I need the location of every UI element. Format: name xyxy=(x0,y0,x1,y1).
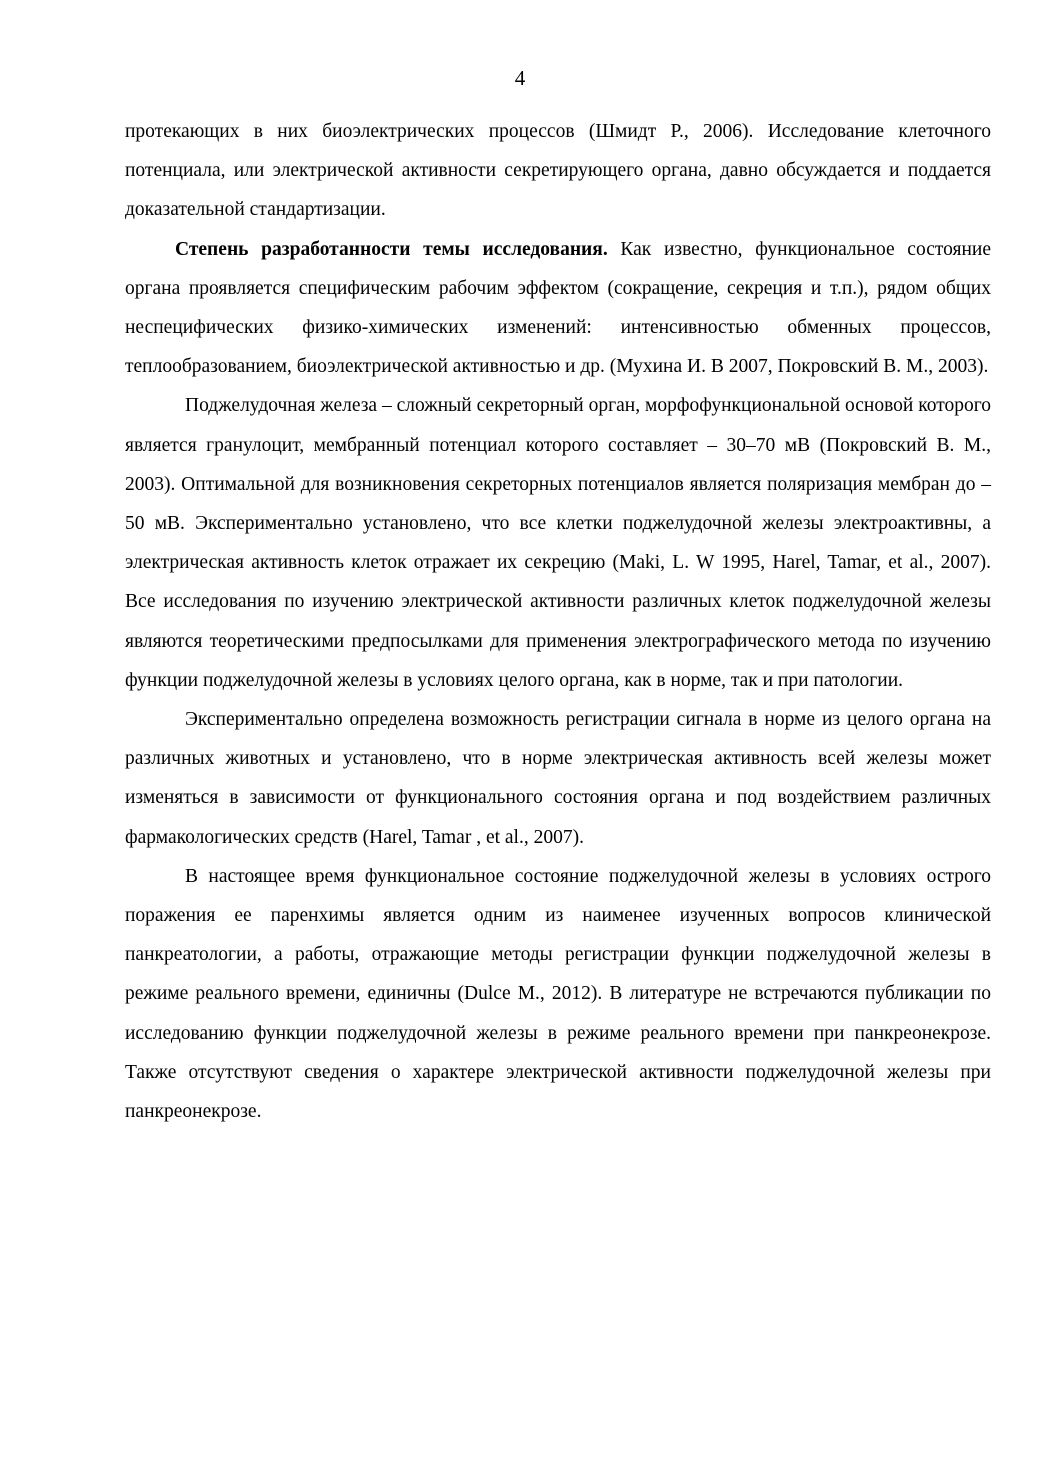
paragraph-pancreas-description: Поджелудочная железа – сложный секреторный орган, морфофункциональной основой которого является гранулоцит, мембранный потенциал которого составляет – 30–70 мВ (Покровский В. М., 2003). Оптимальной для возникновения секреторных потенциалов является поляризация мембран до –50 мВ. Экспериментально установлено, что все клетки поджелудочной железы электроактивны, а электрическая активность клеток отражает их секрецию (Maki, L. W 1995, Harel, Tamar, et al., 2007). Все исследования по изучению электрической активности различных клеток поджелудочной железы являются теоретическими предпосылками для применения электрографического метода по изучению функции поджелудочной железы в условиях целого органа, как в норме, так и при патологии. xyxy=(125,395,991,691)
paragraph-experimental-registration: Экспериментально определена возможность регистрации сигнала в норме из целого органа на различных животных и установлено, что в норме электрическая активность всей железы может изменяться в зависимости от функционального состояния органа и под воздействием различных фармакологических средств (Harel, Tamar , et al., 2007). xyxy=(125,709,991,848)
section-heading-inline: Степень разработанности темы исследования. xyxy=(175,238,608,260)
paragraph-topic-development xyxy=(125,230,991,387)
paragraph-continuation: протекающих в них биоэлектрических процессов (Шмидт Р., 2006). Исследование клеточного потенциала, или электрической активности секретирующего органа, давно обсуждается и поддается доказательной стандартизации. xyxy=(125,121,991,221)
page-number: 4 xyxy=(514,66,526,90)
paragraph-current-state: В настоящее время функциональное состояние поджелудочной железы в условиях острого поражения ее паренхимы является одним из наименее изученных вопросов клинической панкреатологии, а работы, отражающие методы регистрации функции поджелудочной железы в режиме реального времени, единичны (Dulce M., 2012). В литературе не встречаются публикации по исследованию функции поджелудочной железы в режиме реального времени при панкреонекрозе. Также отсутствуют сведения о характере электрической активности поджелудочной железы при панкреонекрозе. xyxy=(125,865,991,1123)
document-body xyxy=(125,112,991,1131)
paragraph-text: Как известно, функциональное состояние органа проявляется специфическим рабочим эффектом (сокращение, секреция и т.п.), рядом общих неспецифических физико-химических изменений: интенсивностью обменных процессов, теплообразованием, биоэлектрической активностью и др. (Мухина И. В 2007, Покровский В. М., 2003). xyxy=(125,238,991,378)
